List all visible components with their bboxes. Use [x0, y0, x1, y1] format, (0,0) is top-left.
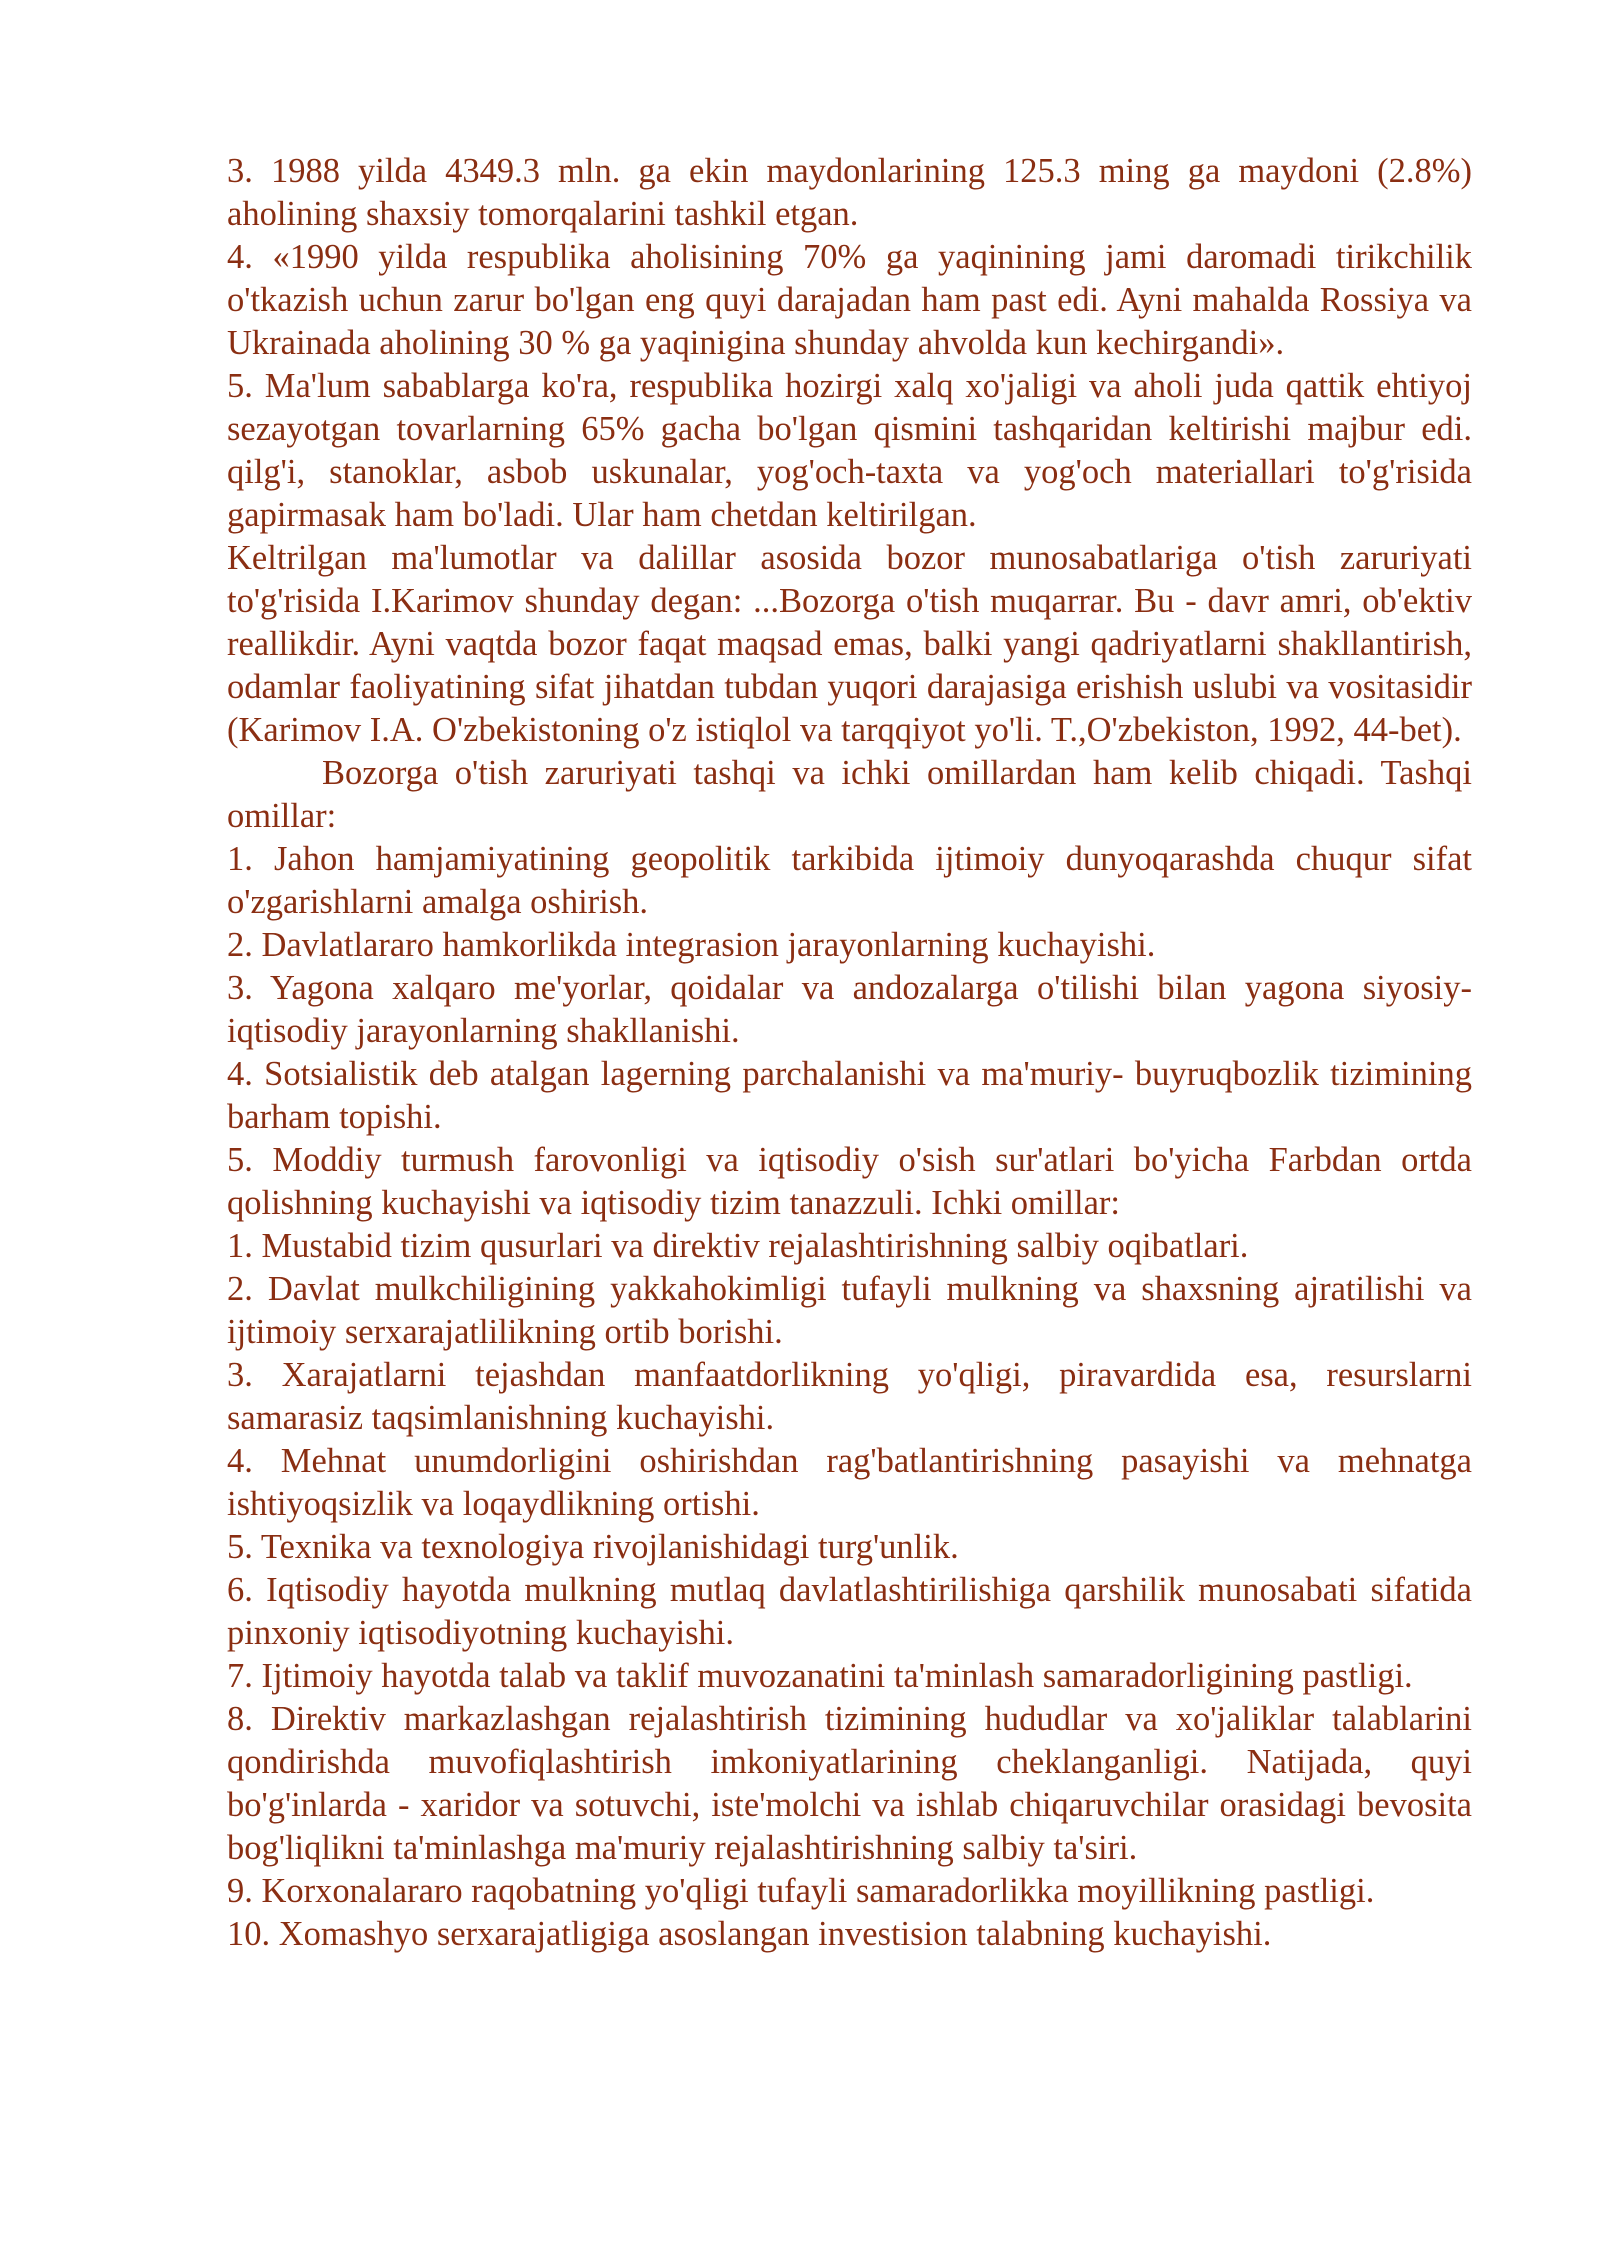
paragraph-karimov-quote: Keltrilgan ma'lumotlar va dalillar asosida bozor munosabatlariga o'tish zaruriyati to'g'risida I.Karimov shunday degan: ...Bozorga o'tish muqarrar. Bu - davr amri, ob'ektiv reallikdir. Ayni vaqtda bozor faqat maqsad emas, balki yangi qadriyatlarni shakllantirish, odamlar faoliyatining sifat jihatdan tubdan yuqori darajasiga erishish uslubi va vositasidir (Karimov I.A. O'zbekistoning o'z istiqlol va tarqqiyot yo'li. T.,O'zbekiston, 1992, 44-bet). [227, 539, 1472, 749]
list-item-internal-4: 4. Mehnat unumdorligini oshirishdan rag'batlantirishning pasayishi va mehnatga ishtiyoqsizlik va loqaydlikning ortishi. [227, 1442, 1472, 1523]
list-item-internal-8: 8. Direktiv markazlashgan rejalashtirish tizimining hududlar va xo'jaliklar talablarini qondirishda muvofiqlashtirish imkoniyatlarining cheklanganligi. Natijada, quyi bo'g'inlarda - xaridor va sotuvchi, iste'molchi va ishlab chiqaruvchilar orasidagi bevosita bog'liqlikni ta'minlashga ma'muriy rejalashtirishning salbiy ta'siri. [227, 1700, 1472, 1867]
list-item-external-4: 4. Sotsialistik deb atalgan lagerning parchalanishi va ma'muriy- buyruqbozlik tizimining barham topishi. [227, 1055, 1472, 1136]
list-item-external-1: 1. Jahon hamjamiyatining geopolitik tarkibida ijtimoiy dunyoqarashda chuqur sifat o'zgarishlarni amalga oshirish. [227, 840, 1472, 921]
list-item-external-5: 5. Moddiy turmush farovonligi va iqtisodiy o'sish sur'atlari bo'yicha Farbdan ortda qolishning kuchayishi va iqtisodiy tizim tanazzuli. Ichki omillar: [227, 1141, 1472, 1222]
list-item-external-3: 3. Yagona xalqaro me'yorlar, qoidalar va andozalarga o'tilishi bilan yagona siyosiy-iqtisodiy jarayonlarning shakllanishi. [227, 969, 1472, 1050]
list-item-internal-9: 9. Korxonalararo raqobatning yo'qligi tufayli samaradorlikka moyillikning pastligi. [227, 1872, 1375, 1910]
paragraph-imports: 5. Ma'lum sabablarga ko'ra, respublika hozirgi xalq xo'jaligi va aholi juda qattik ehtiyoj sezayotgan tovarlarning 65% gacha bo'lgan qismini tashqaridan keltirishi majbur edi. qilg'i, stanoklar, asbob uskunalar, yog'och-taxta va yog'och materiallari to'g'risida gapirmasak ham bo'ladi. Ular ham chetdan keltirilgan. [227, 367, 1472, 534]
paragraph-external-factors-intro: Bozorga o'tish zaruriyati tashqi va ichki omillardan ham kelib chiqadi. Tashqi omillar: [227, 754, 1472, 835]
list-item-internal-6: 6. Iqtisodiy hayotda mulkning mutlaq davlatlashtirilishiga qarshilik munosabati sifatida pinxoniy iqtisodiyotning kuchayishi. [227, 1571, 1472, 1652]
document-page [227, 150, 1472, 1956]
paragraph-stat-1990: 4. «1990 yilda respublika aholisining 70% ga yaqinining jami daromadi tirikchilik o'tkazish uchun zarur bo'lgan eng quyi darajadan ham past edi. Ayni mahalda Rossiya va Ukrainada aholining 30 % ga yaqinigina shunday ahvolda kun kechirgandi». [227, 238, 1472, 362]
list-item-internal-10: 10. Xomashyo serxarajatligiga asoslangan investision talabning kuchayishi. [227, 1915, 1272, 1953]
list-item-internal-2: 2. Davlat mulkchiligining yakkahokimligi tufayli mulkning va shaxsning ajratilishi va ijtimoiy serxarajatlilikning ortib borishi. [227, 1270, 1472, 1351]
paragraph-stat-1988: 3. 1988 yilda 4349.3 mln. ga ekin maydonlarining 125.3 ming ga maydoni (2.8%) aholining shaxsiy tomorqalarini tashkil etgan. [227, 152, 1472, 233]
list-item-external-2: 2. Davlatlararo hamkorlikda integrasion jarayonlarning kuchayishi. [227, 926, 1156, 964]
list-item-internal-3: 3. Xarajatlarni tejashdan manfaatdorlikning yo'qligi, piravardida esa, resurslarni samarasiz taqsimlanishning kuchayishi. [227, 1356, 1472, 1437]
list-item-internal-7: 7. Ijtimoiy hayotda talab va taklif muvozanatini ta'minlash samaradorligining pastligi. [227, 1657, 1413, 1695]
list-item-internal-1: 1. Mustabid tizim qusurlari va direktiv rejalashtirishning salbiy oqibatlari. [227, 1227, 1249, 1265]
list-item-internal-5: 5. Texnika va texnologiya rivojlanishidagi turg'unlik. [227, 1528, 959, 1566]
